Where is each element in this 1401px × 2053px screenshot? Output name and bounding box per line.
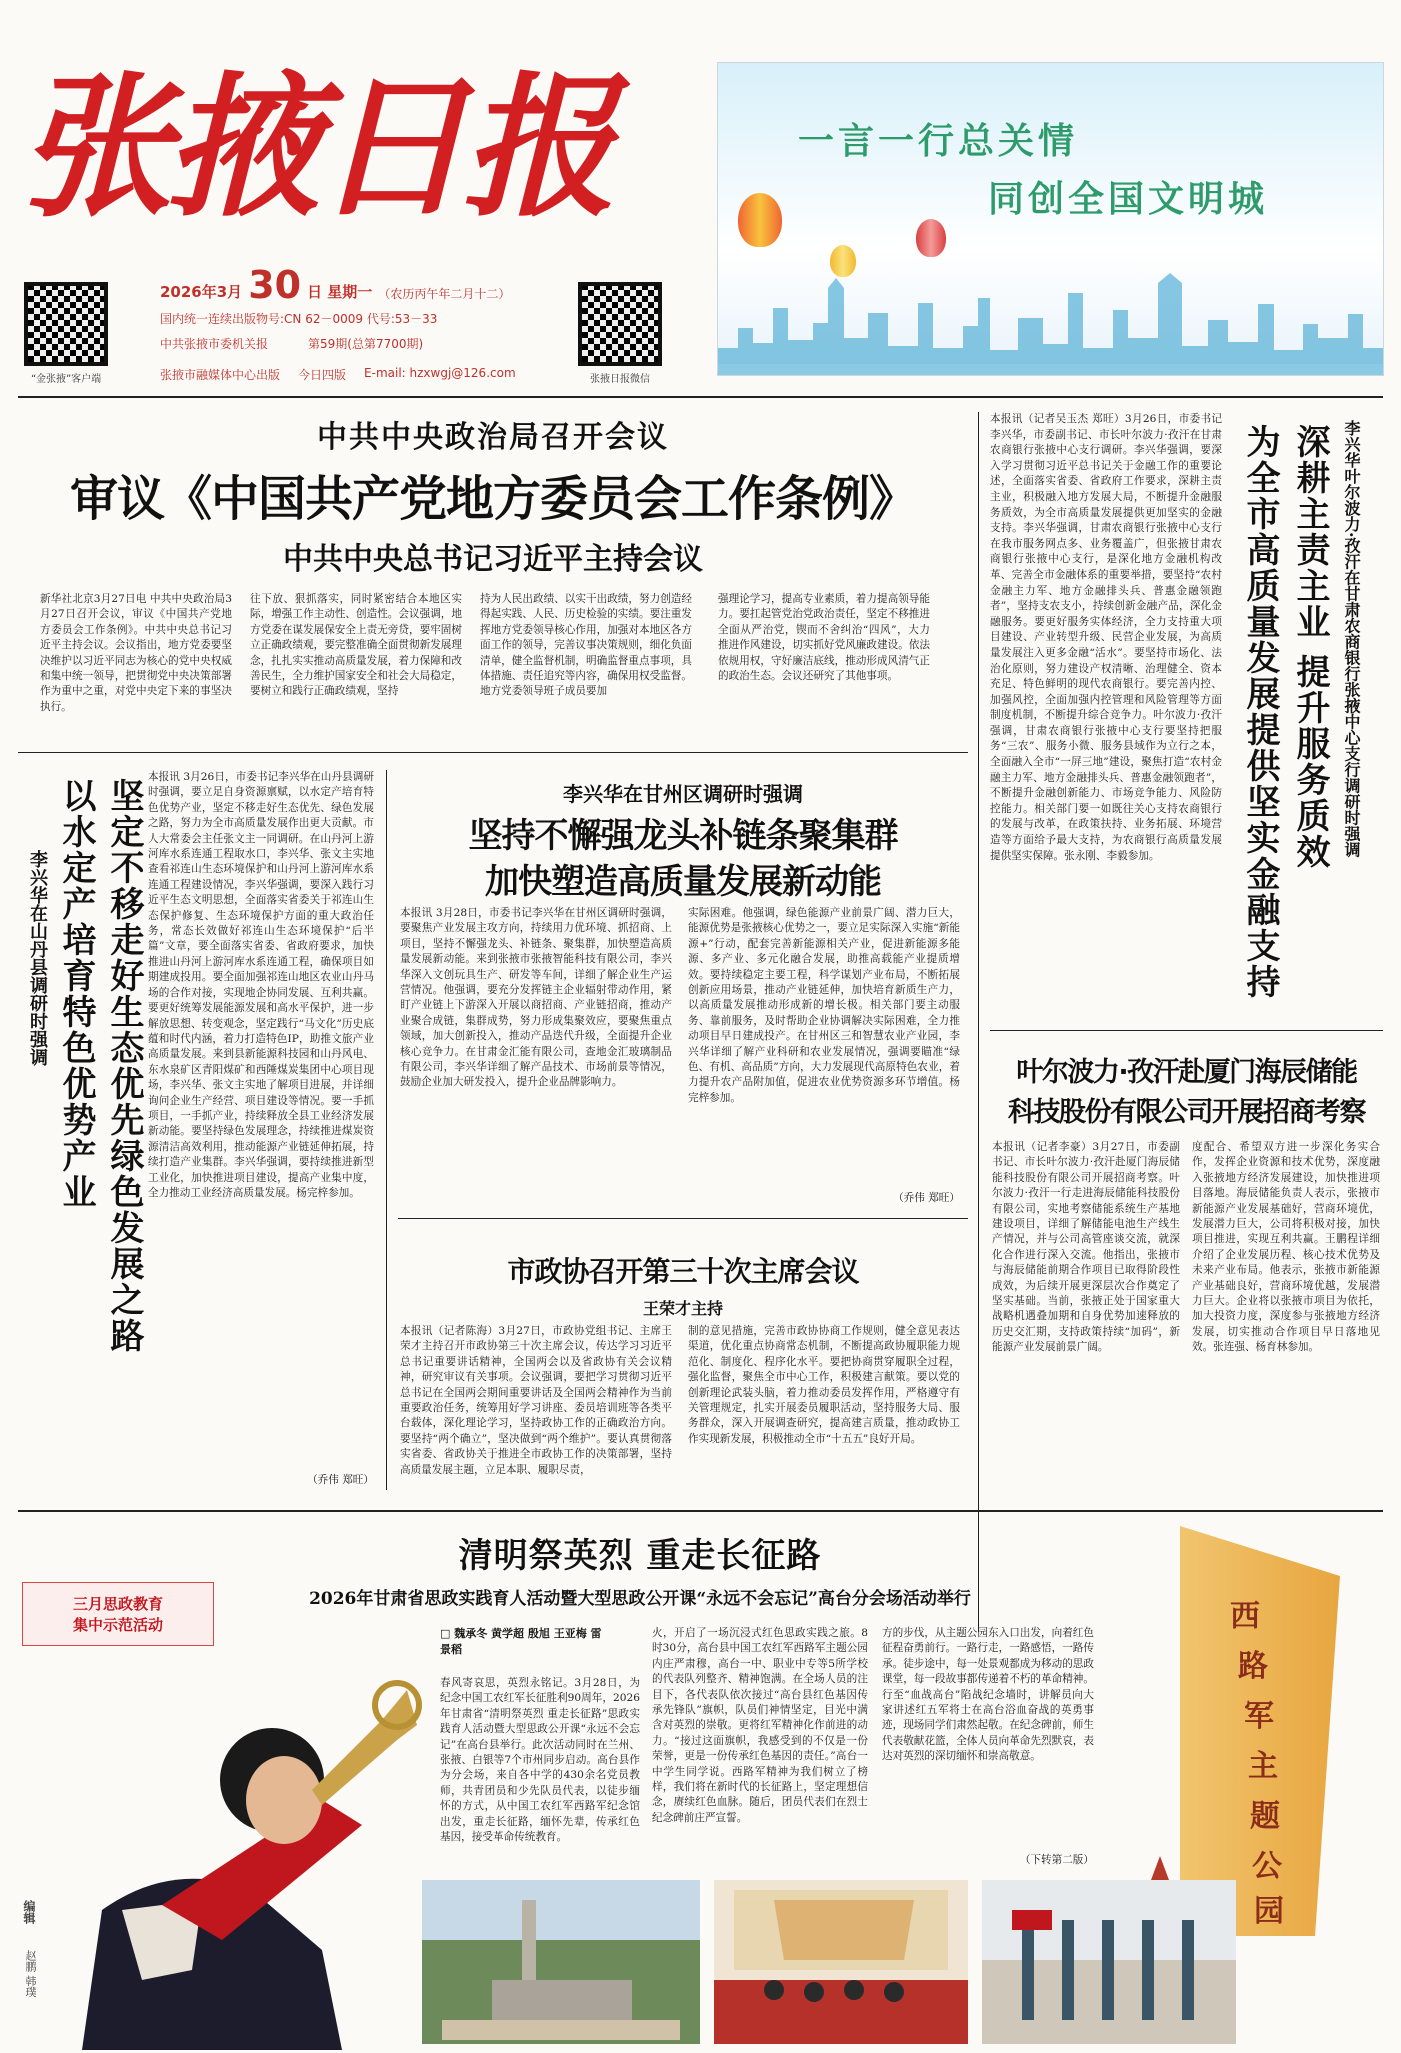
- left-vertical-headline-1: 坚定不移走好生态优先绿色发展之路: [104, 778, 144, 1354]
- svg-text:园: 园: [1254, 1894, 1284, 1929]
- issue-line2: [160, 335, 580, 352]
- memorial-square-aerial-photo: [422, 1880, 700, 2044]
- issue-lunar-date: （农历丙午年二月十二）: [378, 287, 511, 301]
- issue-email: E-mail: hzxwgj@126.com: [364, 366, 516, 380]
- civilization-banner: [717, 62, 1384, 376]
- wechat-qr-caption: 张掖日报微信: [590, 374, 650, 385]
- right-top-kicker: 李兴华叶尔波力·孜汗在甘肃农商银行张掖中心支行调研时强调: [1342, 420, 1361, 858]
- lead-column-4: 强理论学习，提高专业素质，着力提高领导能力。要扛起管党治党政治责任，坚定不移推进全面从严治党，锲而不舍纠治“四风”，大力推进作风建设，切实抓好党风廉政建设。依法依规用权，守好廉洁底线，推动形成风清气正的政治生态。会议还研究了其他事项。: [718, 593, 930, 683]
- campaign-badge: [22, 1582, 214, 1646]
- students-march-photo: [982, 1880, 1236, 2044]
- right-mid-top-rule: [990, 1030, 1383, 1031]
- campaign-badge-line-1: 三月思政教育: [72, 1595, 163, 1613]
- center-mid-bottom-rule: [398, 1218, 968, 1219]
- students-ceremony-photo: [714, 1880, 968, 2044]
- lead-headline: 审议《中国共产党地方委员会工作条例》: [69, 471, 916, 527]
- cppcc-column-1: 本报讯（记者陈海）3月27日，市政协党组书记、主席王荣才主持召开市政协第三十次主席会议，传达学习习近平总书记重要讲话精神，全国两会以及省政协有关会议精神，研究审议有关事项。会议强调，要把学习贯彻习近平总书记在全国两会期间重要讲话及全国两会精神作为当前重要政治任务，统筹用好学习讲座、委员培训班等各类平台载体，深化理论学习，坚持政协工作的正确政治方向。要坚持“两个确立”，坚决做到“两个维护”。要认真贯彻落实省委、省政协关于推进全市政协工作的决策部署，坚持高质量发展主题，立足本职、履职尽责，: [400, 1325, 672, 1476]
- lead-column-3: 持为人民出政绩、以实干出政绩，努力创造经得起实践、人民、历史检验的实绩。要注重发挥地方党委领导核心作用，加强对本地区各方面工作的领导，完善议事决策规则，细化负面清单，健全监督机制，明确监督重点事项，具体措施、责任追究等内容，确保用权受监督。地方党委领导班子成员要加: [480, 593, 692, 698]
- red-army-monument-photo: [1110, 1516, 1382, 1936]
- right-top-headline-2: 为全市高质量发展提供坚实金融支持: [1240, 424, 1280, 1000]
- left-column-rule: [386, 770, 387, 1490]
- right-mid-headline-1: 叶尔波力·孜汗赴厦门海辰储能: [1016, 1057, 1357, 1088]
- qingming-headline: 清明祭英烈 重走长征路: [458, 1536, 822, 1576]
- editor-names: 赵鹏 韩璞: [24, 1950, 37, 1998]
- right-column-rule: [978, 412, 979, 1632]
- cppcc-headline: 市政协召开第三十次主席会议: [507, 1255, 859, 1288]
- masthead-divider: [18, 396, 1383, 398]
- lead-bottom-rule: [18, 752, 968, 753]
- client-qr-caption: “金张掖”客户端: [30, 374, 102, 385]
- issue-press: 张掖市融媒体中心出版: [160, 368, 281, 382]
- svg-text:题: 题: [1250, 1799, 1280, 1834]
- center-mid-column-2: 实际困难。他强调，绿色能源产业前景广阔、潜力巨大，能源优势是张掖核心优势之一，要立足实际深入实施“新能源+”行动，配套完善新能源相关产业，促进新能源多能源、多产业、多元化融合发展，助推高载能产业提质增效。要持续稳定主要工程，科学谋划产业布局，不断拓展创新应用场景，推动产业链延伸，加快培育新质生产力，以高质量发展推动形成新的增长极。相关部门要主动服务、靠前服务，及时帮助企业协调解决实际困难，全力推动项目早日建成投产。在甘州区三和智慧农业产业园，李兴华详细了解产业科研和农业发展情况，强调要瞄准“绿色、有机、高品质”方向，大力发展现代高原特色农业，着力提升农产品附加值，促进农业优势资源多环节增值。杨完梓参加。: [688, 907, 960, 1104]
- qingming-top-rule: [18, 1510, 1383, 1512]
- right-mid-column-1: 本报讯（记者李豪）3月27日，市委副书记、市长叶尔波力·孜汗赴厦门海辰储能科技股份有限公司开展招商考察。叶尔波力·孜汗一行走进海辰储能科技股份有限公司，实地考察储能系统生产基地建设项目，详细了解储能电池生产线生产情况，并与公司高管座谈交流，就深化合作进行深入交流。他指出，张掖市与海辰储能前期合作项目已取得阶段性成效，为后续开展更深层次合作奠定了坚实基础。当前，张掖正处于国家重大战略机遇叠加期和自身优势加速释放的历史交汇期，支持政策持续“加码”，新能源产业发展前景广阔。: [992, 1141, 1180, 1354]
- lead-column-1: 新华社北京3月27日电 中共中央政治局3月27日召开会议，审议《中国共产党地方委员会工作条例》。中共中央总书记习近平主持会议。会议指出，地方党委要坚决维护以习近平同志为核心的党中央权威和集中统一领导，把贯彻党中央决策部署作为重中之重，对党中央定下来的事坚决执行。: [40, 593, 232, 713]
- qingming-column-3: 方的步伐，从主题公园东入口出发，向着红色征程奋勇前行。一路行走，一路感悟，一路传承。徒步途中，每一处景观都成为移动的思政课堂，每一段故事都传递着不朽的革命精神。行至“血战高台”陷战纪念墙时，讲解员向大家讲述红五军将士在高台浴血奋战的英勇事迹，现场同学们肃然起敬。在纪念碑前，师生代表敬献花篮，全体人员向革命先烈默哀，表达对英烈的深切缅怀和崇高敬意。: [882, 1627, 1094, 1763]
- qingming-continued: （下转第二版）: [1019, 1854, 1094, 1866]
- bugler-student-photo: [22, 1650, 422, 2050]
- center-mid-column-1: 本报讯 3月28日，市委书记李兴华在甘州区调研时强调，要聚焦产业发展主攻方向，持续用力优环境、抓招商、上项目，坚持不懈强龙头、补链条、聚集群，加快塑造高质量发展新动能。来到张掖市张掖智能科技有限公司，李兴华深入文创玩具生产、研发等车间，详细了解企业生产运营情况。他强调，要充分发挥链主企业辐射带动作用，紧盯产业链上下游深入开展以商招商、产业链招商，推动产业聚合成链，集群成势，努力形成集聚效应，要聚焦重点领域，加大创新投入，推动产品迭代升级，全面提升企业核心竞争力。在甘肃金汇能有限公司，查地金汇玻璃制品有限公司，李兴华详细了解产品技术、市场前景等情况，鼓励企业加大研发投入，提升企业品牌影响力。: [400, 907, 672, 1089]
- cppcc-subhead: 王荣才主持: [642, 1299, 723, 1318]
- banner-slogan-2: 同创全国文明城: [988, 179, 1269, 220]
- right-mid-headline-2: 科技股份有限公司开展招商考察: [1008, 1097, 1365, 1128]
- right-top-headline-1: 深耕主责主业 提升服务质效: [1290, 424, 1330, 870]
- issue-line3: [160, 366, 560, 383]
- qingming-authors: □ 魏承冬 黄学超 殷旭 王亚梅 雷景稻: [440, 1627, 602, 1656]
- issue-day: 30: [248, 263, 302, 307]
- balloon-icon: [916, 219, 946, 257]
- left-vertical-byline: （乔伟 郑旺）: [307, 1474, 374, 1486]
- lead-kicker: 中共中央政治局召开会议: [317, 420, 669, 455]
- qingming-subhead: 2026年甘肃省思政实践育人活动暨大型思政公开课“永远不会忘记”高台分会场活动举行: [309, 1589, 971, 1609]
- right-top-body: 本报讯（记者吴玉杰 郑旺）3月26日，市委书记李兴华，市委副书记、市长叶尔波力·孜汗在甘肃农商银行张掖中心支行调研。李兴华强调，要深入学习贯彻习近平总书记关于金融工作的重要论述，全面落实省委、省政府工作要求，深耕主责主业，积极融入地方发展大局，不断提升金融服务质效，为全市高质量发展提供更加坚实的金融支持。李兴华强调，甘肃农商银行张掖中心支行在我市服务网点多、业务覆盖广，但张掖甘肃农商银行张掖中心支行，是深化地方金融机构改革、完善全市金融体系的重要举措，要坚持“农村金融主力军、地方金融排头兵、普惠金融领跑者”，坚持支农支小，持续创新金融产品，深化金融服务。要更好服务实体经济，全力支持重大项目建设、产业转型升级、民营企业发展，为高质量发展注入更多金融“活水”。要坚持市场化、法治化原则，努力建设产权清晰、治理健全、资本充足、特色鲜明的现代农商银行。要完善内控、加强风控，全面加强内控管理和风险管理等方面制度机制，不断提升综合竞争力。叶尔波力·孜汗强调，甘肃农商银行张掖中心支行要坚持把服务“三农”、服务小微、服务县域作为立行之本，全面融入全市“一屏三地”建设，聚焦打造“农村金融主力军、地方金融排头兵、普惠金融领跑者”，不断提升金融创新能力、市场竞争能力、风险防控能力。相关部门要一如既往关心支持农商银行的发展与改革，在政策扶持、业务拓展、环境营造等方面给予最大支持，为农商银行高质量发展提供坚实保障。张永刚、李毅参加。: [990, 413, 1222, 862]
- qingming-column-1: 春风寄哀思，英烈永铭记。3月28日，为纪念中国工农红军长征胜利90周年，2026年甘肃省“清明祭英烈 重走长征路”思政实践育人活动暨大型思政公开课“永远不会忘记”在高台县举行。此次活动同时在兰州、张掖、白银等7个市州同步启动。高台县作为分会场，来自各中学的430余名党员教师，共青团员和少先队员代表，以徒步缅怀的方式，从中国工农红军西路军纪念馆出发，重走长征路，缅怀先辈，传承红色基因，接受革命传统教育。: [440, 1677, 640, 1844]
- cppcc-column-2: 制的意见措施，完善市政协协商工作规则，健全意见表达渠道，优化重点协商常态机制，不断提高政协履职能力规范化、制度化、程序化水平。要把协商贯穿履职全过程，强化监督，聚焦全市中心工作，积极建言献策。要以党的创新理论武装头脑，着力推动委员发挥作用，严格遵守有关管理规定，扎实开展委员履职活动，坚持服务大局、服务群众，深入开展调查研究，提高建言质量，推动政协工作实现新发展，积极推动全市“十五五”良好开局。: [688, 1325, 960, 1445]
- balloon-icon: [738, 193, 782, 247]
- center-mid-headline-2: 加快塑造高质量发展新动能: [485, 862, 881, 902]
- svg-text:公: 公: [1252, 1849, 1282, 1884]
- qingming-column-2: 火，开启了一场沉浸式红色思政实践之旅。8时30分，高台县中国工农红军西路军主题公园内庄严肃穆，高台一中、职业中专等5所学校的代表队列整齐、精神饱满。在全场人员的注目下，各代表队依次接过“高台县红色基因传承先锋队”旗帜，队员们神情坚定，目光中满含对英烈的崇敬。更将红军精神化作前进的动力。“接过这面旗帜，我感受到的不仅是一份荣誉，更是一份传承红色基因的责任。”高台一中学生同学说。西路军精神为我们树立了榜样，我们将在新时代的长征路上，坚定理想信念，赓续红色血脉。随后，团员代表们在烈士纪念碑前庄严宣誓。: [652, 1627, 868, 1824]
- center-mid-kicker: 李兴华在甘州区调研时强调: [563, 782, 803, 806]
- right-mid-column-2: 度配合、希望双方进一步深化务实合作，发挥企业资源和技术优势，深度融入张掖地方经济发展建设，加快推进项目落地。海辰储能负责人表示，张掖市新能源产业发展基础好，营商环境优，发展潜力巨大，公司将积极对接，加快项目推进，实现互利共赢。王鹏程详细介绍了企业发展历程、核心技术优势及未来产业布局。他表示，张掖市新能源产业基础良好，营商环境优越，发展潜力巨大。企业将以张掖市项目为依托，加大投资力度，深度参与张掖地方经济发展，切实推动合作项目早日落地见效。张连强、杨育林参加。: [1192, 1141, 1380, 1354]
- left-vertical-body: 本报讯 3月26日，市委书记李兴华在山丹县调研时强调，要立足自身资源禀赋，以水定产培育特色优势产业，坚定不移走好生态优先、绿色发展之路，努力为全市高质量发展作出更大贡献。市人大常委会主任张文主一同调研。在山丹河上游河库水系连通工程取水口，李兴华、张文主实地查看祁连山生态环境保护和山丹河上游河库水系连通工程建设情况，李兴华强调，要深入践行习近平生态文明思想，全面落实省委关于祁连山生态保护修复、生态环境保护方面的重大政治任务，常态长效做好祁连山生态环境保护“后半篇”文章，要全面落实省委、省政府要求，加快推进山丹河上游河库水系连通工程，确保项目如期建成投用。要全面加强祁连山地区农业山丹马场的合作对接，实现地企协同发展、互利共赢。要更好统筹发展能源发展和高水平保护，进一步解放思想、转变观念，坚定践行“马文化”历史底蕴和时代内涵，着力打造特色IP，助推文旅产业高质量发展。来到县新能源科技园和山丹风电、东水泉矿区青阳煤矿和西陲煤炭集团中心项目现场，李兴华、张文主实地了解项目进展，并详细询问企业生产经营、项目建设等情况。要一手抓项目，一手抓产业，持续释放全县工业经济发展新动能。要坚持绿色发展理念，持续推进煤炭资源清洁高效利用，推动能源产业链延伸拓展，持续打造产业集群。李兴华强调，要持续推进新型工业化，加快推进项目建设，提高产业集中度，全力推动工业经济高质量发展。杨完梓参加。: [148, 771, 374, 1199]
- issue-page-count: 今日四版: [298, 368, 347, 382]
- issue-meta: [160, 263, 580, 352]
- svg-text:路: 路: [1238, 1649, 1268, 1684]
- left-vertical-headline-2: 以水定产培育特色优势产业: [56, 778, 96, 1210]
- wechat-qr-code[interactable]: [578, 282, 662, 366]
- issue-weekday: 日 星期一: [307, 283, 373, 301]
- svg-text:主: 主: [1248, 1749, 1278, 1784]
- issue-date-row: [160, 263, 580, 307]
- center-mid-headline-1: 坚持不懈强龙头补链条聚集群: [468, 816, 898, 856]
- campaign-badge-line-2: 集中示范活动: [72, 1616, 163, 1634]
- center-mid-byline: （乔伟 郑旺）: [893, 1192, 960, 1204]
- issue-date-prefix: 2026年3月: [160, 283, 243, 301]
- lead-column-2: 往下放、狠抓落实，同时紧密结合本地区实际，增强工作主动性、创造性。会议强调，地方党委在谋发展保安全上责无旁贷，要牢固树立正确政绩观，要完整准确全面贯彻新发展理念，扎扎实实推动高质量发展，着力保障和改善民生，全力维护国家安全和社会大局稳定，要树立和践行正确政绩观，坚持: [250, 593, 462, 698]
- lead-subhead: 中共中央总书记习近平主持会议: [283, 542, 703, 577]
- client-qr-code[interactable]: [24, 282, 108, 366]
- newspaper-masthead-logo: 张掖日报: [18, 57, 611, 238]
- issue-serial-number: 国内统一连续出版物号:CN 62－0009 代号:53－33: [160, 312, 438, 326]
- issue-publisher: 中共张掖市委机关报: [160, 337, 269, 351]
- city-skyline-illustration: [718, 268, 1383, 375]
- left-vertical-kicker: 李兴华在山丹县调研时强调: [27, 850, 48, 1066]
- editor-label: 编辑: [22, 1900, 36, 1924]
- issue-number: 第59期(总第7700期): [308, 337, 424, 351]
- banner-slogan-1: 一言一行总关情: [798, 121, 1079, 162]
- svg-text:西: 西: [1230, 1599, 1260, 1634]
- svg-text:军: 军: [1244, 1699, 1274, 1734]
